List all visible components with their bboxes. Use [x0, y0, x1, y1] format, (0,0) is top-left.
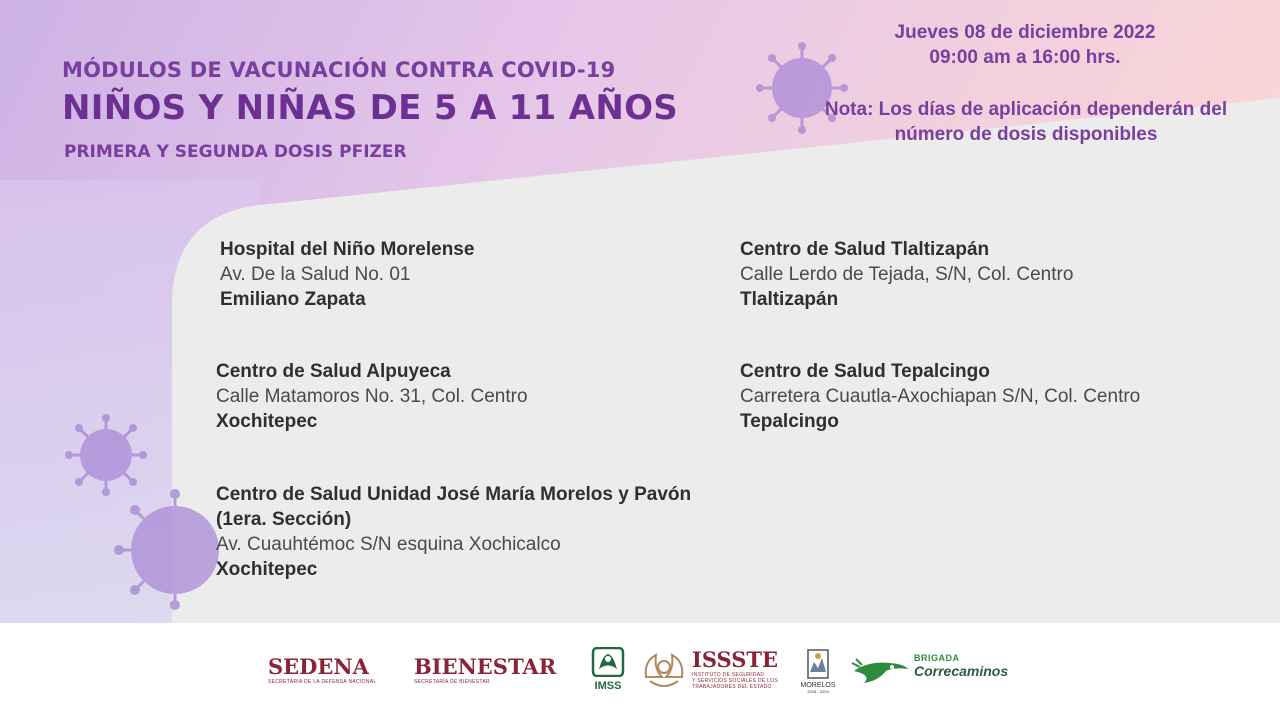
- imss-wordmark: IMSS: [594, 680, 622, 692]
- location-city: Xochitepec: [216, 411, 318, 432]
- location-address: Carretera Cuautla-Axochiapan S/N, Col. Centro: [740, 386, 1141, 407]
- location-cs-tepalcingo: [740, 359, 1140, 434]
- note-line-1: Nota: Los días de aplicación dependerán del: [824, 99, 1228, 120]
- location-city: Xochitepec: [216, 559, 318, 580]
- location-name: Centro de Salud Tlaltizapán: [740, 239, 990, 260]
- target-group-title: NIÑOS Y NIÑAS DE 5 A 11 AÑOS: [62, 88, 679, 128]
- location-address: Calle Lerdo de Tejada, S/N, Col. Centro: [740, 264, 1074, 285]
- location-name-detail: (1era. Sección): [216, 509, 352, 530]
- issste-subtitle-2: Y SERVICIOS SOCIALES DE LOS: [692, 678, 779, 684]
- imss-logo: [588, 647, 628, 692]
- location-cs-jose-maria-morelos: [216, 482, 691, 582]
- brigada-label: BRIGADA: [914, 653, 960, 663]
- issste-subtitle-1: INSTITUTO DE SEGURIDAD: [692, 672, 765, 678]
- virus-icon: [65, 414, 147, 496]
- location-cs-alpuyeca: [216, 359, 528, 434]
- location-hospital-nino-morelense: [220, 237, 474, 312]
- bienestar-subtitle: SECRETARÍA DE BIENESTAR: [414, 679, 490, 685]
- location-address: Av. Cuauhtémoc S/N esquina Xochicalco: [216, 534, 561, 555]
- morelos-logo: [796, 648, 840, 694]
- location-name: Hospital del Niño Morelense: [220, 239, 475, 260]
- imss-eagle-icon: [591, 647, 625, 677]
- roadrunner-icon: [850, 651, 910, 687]
- location-name: Centro de Salud Unidad José María Morelos y Pavón: [216, 484, 692, 505]
- morelos-crest-icon: [806, 648, 830, 680]
- dose-subtitle: PRIMERA Y SEGUNDA DOSIS PFIZER: [64, 142, 407, 162]
- issste-wordmark: ISSSTE: [692, 647, 779, 672]
- issste-hands-icon: [640, 647, 688, 693]
- location-address: Calle Matamoros No. 31, Col. Centro: [216, 386, 528, 407]
- location-cs-tlaltizapan: [740, 237, 1073, 312]
- sedena-wordmark: SEDENA: [268, 654, 369, 679]
- campaign-title: MÓDULOS DE VACUNACIÓN CONTRA COVID-19: [62, 58, 616, 82]
- morelos-wordmark: MORELOS: [800, 682, 836, 689]
- event-date: Jueves 08 de diciembre 2022: [894, 22, 1156, 43]
- note-line-2: número de dosis disponibles: [894, 124, 1158, 145]
- sedena-logo: [268, 654, 376, 685]
- location-address: Av. De la Salud No. 01: [220, 264, 411, 285]
- bienestar-wordmark: BIENESTAR: [414, 654, 557, 679]
- footer-logos: [0, 623, 1280, 719]
- location-name: Centro de Salud Tepalcingo: [740, 361, 990, 382]
- event-time: 09:00 am a 16:00 hrs.: [929, 47, 1121, 68]
- bienestar-logo: [414, 654, 556, 685]
- location-city: Emiliano Zapata: [220, 289, 366, 310]
- location-city: Tlaltizapán: [740, 289, 839, 310]
- correcaminos-wordmark: Correcaminos: [914, 663, 1009, 679]
- location-name: Centro de Salud Alpuyeca: [216, 361, 451, 382]
- morelos-period: 2018 - 2024: [807, 689, 829, 694]
- issste-subtitle-3: TRABAJADORES DEL ESTADO: [692, 684, 772, 690]
- location-city: Tepalcingo: [740, 411, 839, 432]
- sedena-subtitle: SECRETARÍA DE LA DEFENSA NACIONAL: [268, 679, 377, 685]
